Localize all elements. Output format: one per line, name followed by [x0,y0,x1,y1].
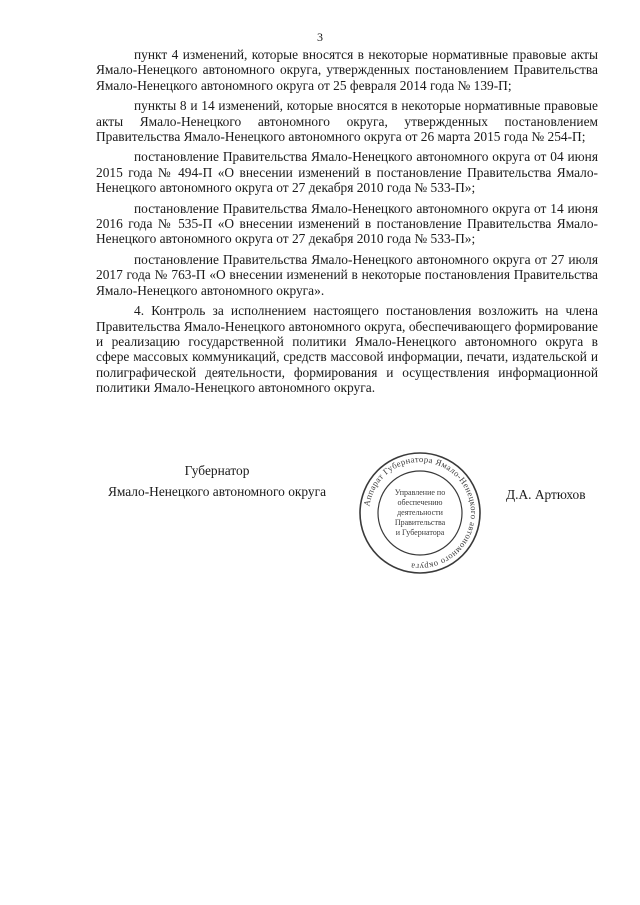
page-number: 3 [317,30,323,44]
governor-title-line1: Губернатор [184,463,250,478]
signature-block [0,453,640,573]
document-body [96,47,598,401]
stamp-center-line2: обеспечению [397,498,443,507]
governor-title-line2: Ямало-Ненецкого автономного округа [107,484,327,499]
paragraph-control-clause: 4. Контроль за исполнением настоящего постановления возложить на члена Правительства Ямало-Ненецкого автономного округа, обеспечивающего формирование и реализацию государственной политики Ямало-Ненецкого автономного округа в сфере массовых коммуникаций, средств массовой информации, печати, издательской и полиграфической деятельности, формирования и осуществления информационной политики Ямало-Ненецкого автономного округа. [96,303,598,396]
stamp-center-line3: деятельности [397,508,443,517]
official-stamp-seal [357,450,483,576]
stamp-ring-text: Аппарат Губернатора Ямало-Ненецкого автономного округа [361,453,480,573]
paragraph-item-4: пункт 4 изменений, которые вносятся в некоторые нормативные правовые акты Ямало-Ненецкого автономного округа, утвержденных постановлением Правительства Ямало-Ненецкого автономного округа от 25 февраля 2014 года № 139-П; [96,47,598,93]
stamp-center-line4: Правительства [394,518,446,527]
signer-name: Д.А. Артюхов [506,487,586,502]
paragraph-resolution-763: постановление Правительства Ямало-Ненецкого автономного округа от 27 июля 2017 года № 763-П «О внесении изменений в некоторые постановления Правительства Ямало-Ненецкого автономного округа». [96,251,598,298]
paragraph-resolution-494: постановление Правительства Ямало-Ненецкого автономного округа от 04 июня 2015 года № 494-П «О внесении изменений в постановление Правительства Ямало-Ненецкого автономного округа от 27 декабря 2010 года № 533-П»; [96,149,598,196]
governor-title [92,462,342,500]
stamp-center-line5: и Губернатора [395,528,445,537]
paragraph-items-8-14: пункты 8 и 14 изменений, которые вносятся в некоторые нормативные правовые акты Ямало-Ненецкого автономного округа, утвержденных постановлением Правительства Ямало-Ненецкого автономного округа от 26 марта 2015 года № 254-П; [96,98,598,145]
stamp-center-line1: Управление по [394,488,446,497]
paragraph-resolution-535: постановление Правительства Ямало-Ненецкого автономного округа от 14 июня 2016 года № 535-П «О внесении изменений в постановление Правительства Ямало-Ненецкого автономного округа от 27 декабря 2010 года № 533-П»; [96,200,598,247]
